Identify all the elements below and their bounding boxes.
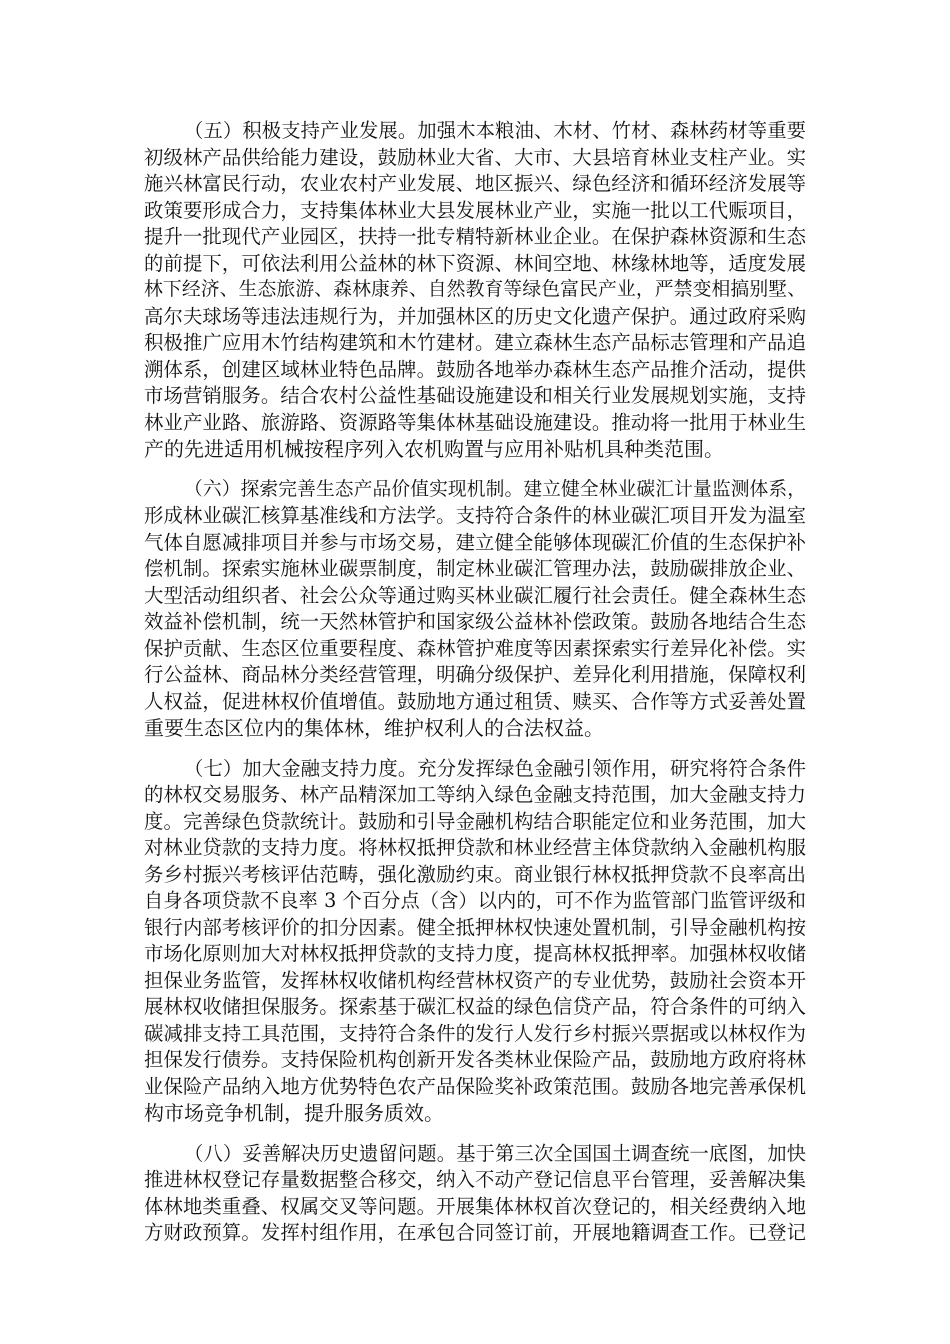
text-line: 施兴林富民行动，农业农村产业发展、地区振兴、绿色经济和循环经济发展等 xyxy=(144,172,806,195)
text-line: 重要生态区位内的集体林，维护权利人的合法权益。 xyxy=(144,716,604,740)
paragraph-8 xyxy=(144,1141,806,1247)
paragraph-5 xyxy=(144,118,806,463)
text-line: 初级林产品供给能力建设，鼓励林业大省、大市、大县培育林业支柱产业。实 xyxy=(144,145,806,169)
text-line: 气体自愿减排项目并参与市场交易，建立健全能够体现碳汇价值的生态保护补 xyxy=(144,530,806,554)
text-line: 度。完善绿色贷款统计。鼓励和引导金融机构结合职能定位和业务范围，加大 xyxy=(144,809,806,833)
text-line: 林业产业路、旅游路、资源路等集体林基础设施建设。推动将一批用于林业生 xyxy=(144,410,806,434)
text-line: 效益补偿机制，统一天然林管护和国家级公益林补偿政策。鼓励各地结合生态 xyxy=(144,610,806,633)
text-line: 碳减排支持工具范围，支持符合条件的发行人发行乡村振兴票据或以林权作为 xyxy=(144,1021,806,1045)
text-line: 推进林权登记存量数据整合移交，纳入不动产登记信息平台管理，妥善解决集 xyxy=(144,1168,806,1191)
text-line: 林下经济、生态旅游、森林康养、自然教育等绿色富民产业，严禁变相搞别墅、 xyxy=(144,279,806,300)
text-line: 积极推广应用木竹结构建筑和木竹建材。建立森林生态产品标志管理和产品追 xyxy=(144,331,806,354)
text-line: 人权益，促进林权价值增值。鼓励地方通过租赁、赎买、合作等方式妥善处置 xyxy=(144,689,806,713)
text-line: 担保发行债券。支持保险机构创新开发各类林业保险产品，鼓励地方政府将林 xyxy=(144,1048,806,1071)
text-line: 构市场竞争机制，提升服务质效。 xyxy=(144,1101,444,1125)
text-line: 政策要形成合力，支持集体林业大县发展林业产业，实施一批以工代赈项目， xyxy=(144,198,806,222)
document-body xyxy=(144,118,806,1261)
text-line: 银行内部考核评价的扣分因素。健全抵押林权快速处置机制，引导金融机构按 xyxy=(144,915,806,939)
text-line: （七）加大金融支持力度。充分发挥绿色金融引领作用，研究将符合条件 xyxy=(184,756,806,780)
text-line: 展林权收储担保服务。探索基于碳汇权益的绿色信贷产品，符合条件的可纳入 xyxy=(144,995,806,1018)
paragraph-6 xyxy=(144,477,806,742)
text-line: 溯体系，创建区域林业特色品牌。鼓励各地举办森林生态产品推介活动，提供 xyxy=(144,357,806,381)
text-line: （六）探索完善生态产品价值实现机制。建立健全林业碳汇计量监测体系， xyxy=(184,478,806,500)
text-line: 方财政预算。发挥村组作用，在承包合同签订前，开展地籍调查工作。已登记 xyxy=(144,1221,806,1244)
text-line: 提升一批现代产业园区，扶持一批专精特新林业企业。在保护森林资源和生态 xyxy=(144,225,806,248)
text-line: （五）积极支持产业发展。加强木本粮油、木材、竹材、森林药材等重要 xyxy=(184,119,806,142)
text-line: 的前提下，可依法利用公益林的林下资源、林间空地、林缘林地等，适度发展 xyxy=(144,251,806,275)
text-line: 自身各项贷款不良率 3 个百分点（含）以内的，可不作为监管部门监管评级和 xyxy=(144,889,806,912)
text-line: 偿机制。探索实施林业碳票制度，制定林业碳汇管理办法，鼓励碳排放企业、 xyxy=(144,557,806,580)
text-line: 对林业贷款的支持力度。将林权抵押贷款和林业经营主体贷款纳入金融机构服 xyxy=(144,836,806,859)
text-line: 形成林业碳汇核算基准线和方法学。支持符合条件的林业碳汇项目开发为温室 xyxy=(144,504,806,527)
text-line: 务乡村振兴考核评估范畴，强化激励约束。商业银行林权抵押贷款不良率高出 xyxy=(144,862,806,886)
text-line: 体林地类重叠、权属交叉等问题。开展集体林权首次登记的，相关经费纳入地 xyxy=(144,1194,806,1218)
paragraph-7 xyxy=(144,756,806,1127)
text-line: 大型活动组织者、社会公众等通过购买林业碳汇履行社会责任。健全森林生态 xyxy=(144,583,806,607)
text-line: 行公益林、商品林分类经营管理，明确分级保护、差异化利用措施，保障权利 xyxy=(144,663,806,686)
text-line: 产的先进适用机械按程序列入农机购置与应用补贴机具种类范围。 xyxy=(144,437,724,461)
text-line: 担保业务监管，发挥林权收储机构经营林权资产的专业优势，鼓励社会资本开 xyxy=(144,968,806,992)
text-line: 的林权交易服务、林产品精深加工等纳入绿色金融支持范围，加大金融支持力 xyxy=(144,783,806,806)
text-line: 高尔夫球场等违法违规行为，并加强林区的历史文化遗产保护。通过政府采购 xyxy=(144,304,806,328)
text-line: 市场化原则加大对林权抵押贷款的支持力度，提高林权抵押率。加强林权收储 xyxy=(144,942,806,965)
text-line: 市场营销服务。结合农村公益性基础设施建设和相关行业发展规划实施，支持 xyxy=(144,384,806,407)
text-line: 业保险产品纳入地方优势特色农产品保险奖补政策范围。鼓励各地完善承保机 xyxy=(144,1074,806,1098)
text-line: 保护贡献、生态区位重要程度、森林管护难度等因素探索实行差异化补偿。实 xyxy=(144,636,806,660)
text-line: （八）妥善解决历史遗留问题。基于第三次全国国土调查统一底图，加快 xyxy=(184,1141,806,1165)
